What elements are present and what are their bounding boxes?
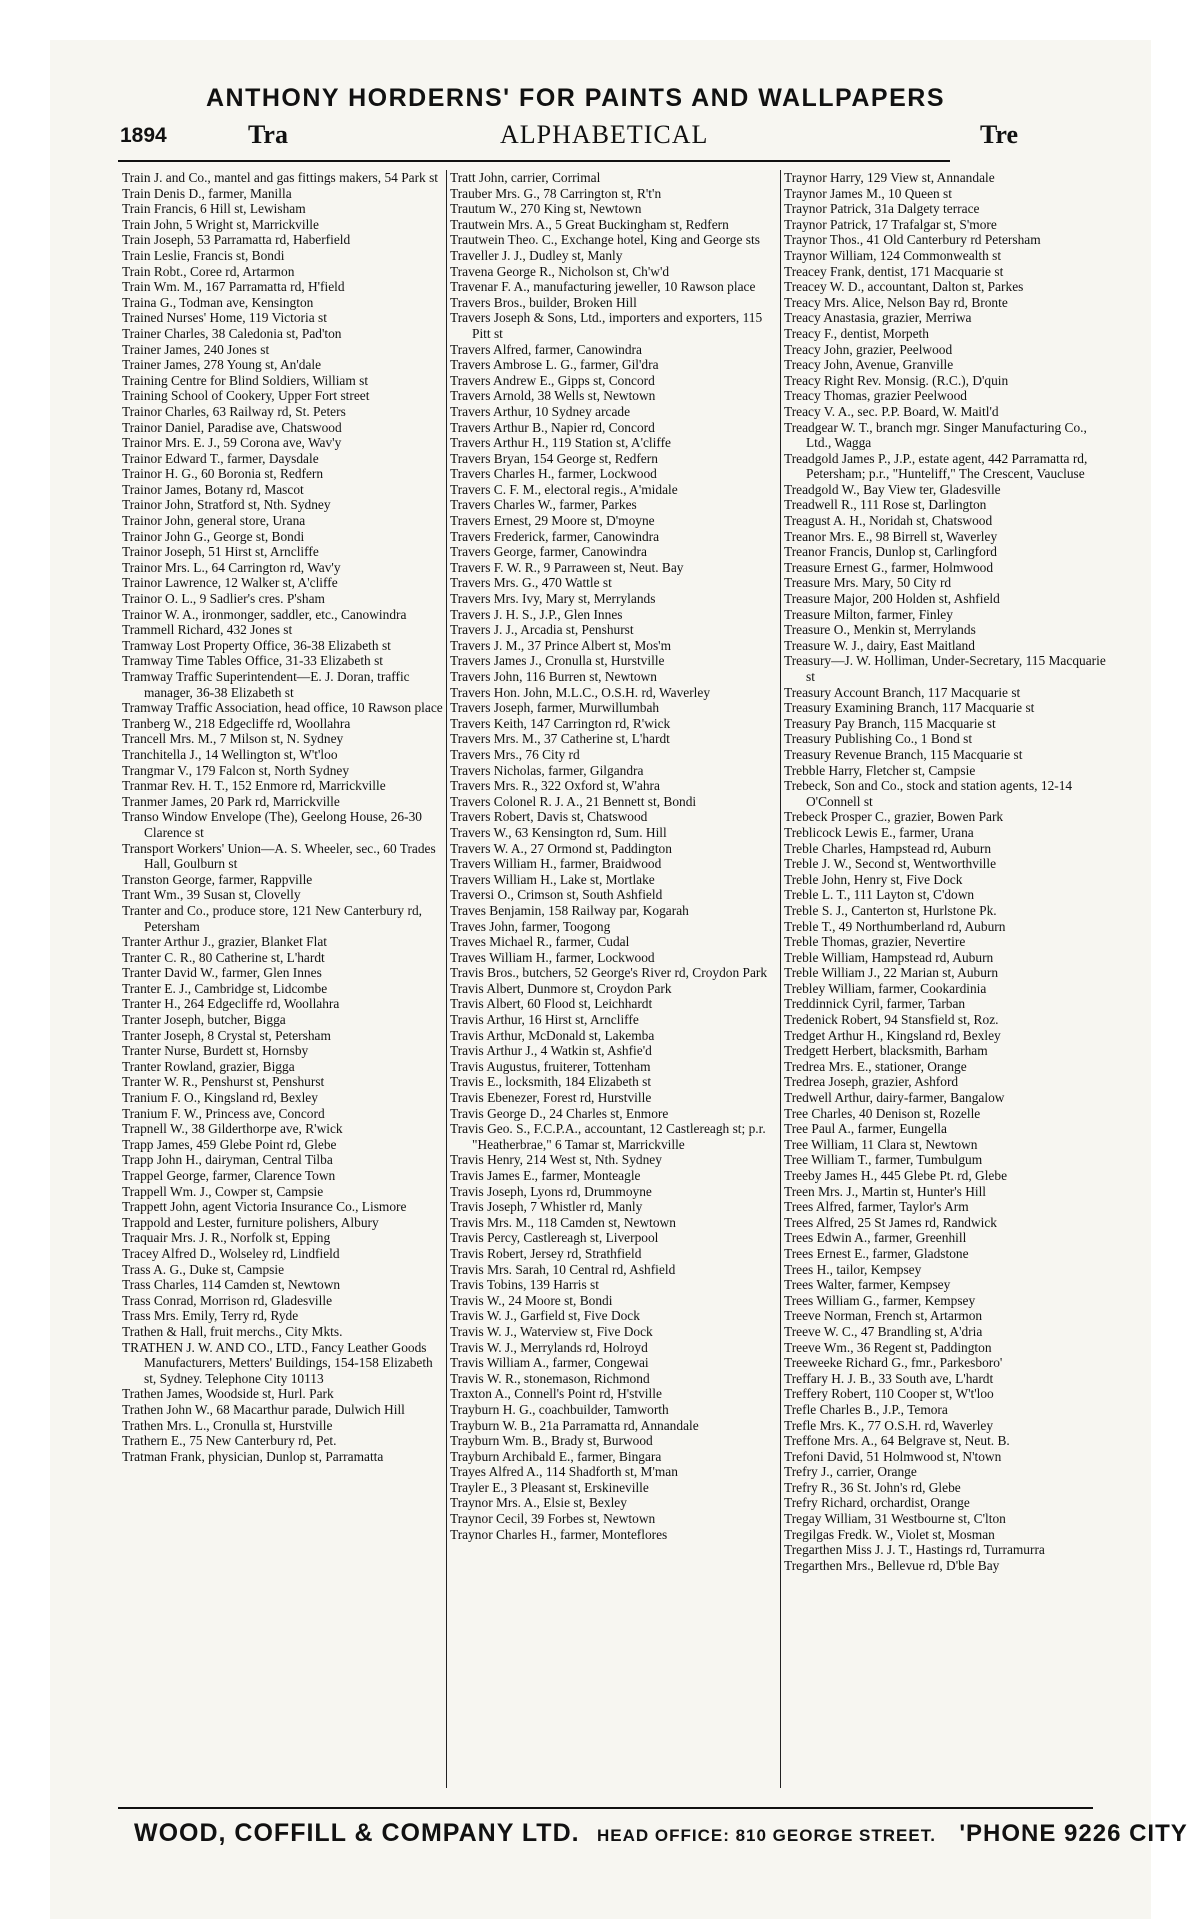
- directory-entry: Traynor Thos., 41 Old Canterbury rd Petersham: [784, 232, 1041, 248]
- directory-entry: Travers Keith, 147 Carrington rd, R'wick: [450, 715, 671, 731]
- directory-entry: Travers John, 116 Burren st, Newtown: [450, 669, 657, 684]
- directory-entry: Travis Albert, Dunmore st, Croydon Park: [450, 980, 672, 996]
- header-year: 1894: [120, 124, 167, 147]
- directory-entry: Travers Nicholas, farmer, Gilgandra: [450, 762, 644, 778]
- directory-entry: Treacy Right Rev. Monsig. (R.C.), D'quin: [784, 372, 1009, 388]
- directory-entry: Treen Mrs. J., Martin st, Hunter's Hill: [784, 1183, 987, 1199]
- directory-entry: Travers Robert, Davis st, Chatswood: [450, 809, 648, 825]
- directory-entry: Travers Frederick, farmer, Canowindra: [450, 528, 660, 544]
- directory-entry: Tree Paul A., farmer, Eungella: [784, 1121, 947, 1137]
- directory-entry: Tranium F. O., Kingsland rd, Bexley: [122, 1090, 318, 1106]
- directory-entry: Trathen & Hall, fruit merchs., City Mkts.: [122, 1323, 343, 1339]
- directory-entry: Travers Hon. John, M.L.C., O.S.H. rd, Waverley: [450, 684, 711, 700]
- directory-entry: Trained Nurses' Home, 119 Victoria st: [122, 310, 327, 326]
- directory-entry: Travers W., 63 Kensington rd, Sum. Hill: [450, 824, 667, 840]
- directory-entry: Trayburn H. G., coachbuilder, Tamworth: [450, 1401, 669, 1417]
- directory-column-3: [784, 170, 1114, 1790]
- directory-entry: Travis James E., farmer, Monteagle: [450, 1168, 641, 1183]
- directory-entry: Tranter Joseph, butcher, Bigga: [122, 1012, 286, 1028]
- directory-entry: Trangmar V., 179 Falcon st, North Sydney: [122, 762, 350, 778]
- directory-entry: Travis W., 24 Moore st, Bondi: [450, 1292, 613, 1308]
- directory-entry: Trebeck, Son and Co., stock and station agents, 12-14 O'Connell st: [784, 778, 1073, 809]
- directory-entry: Travers Colonel R. J. A., 21 Bennett st, Bondi: [450, 793, 697, 809]
- directory-entry: Tranter C. R., 80 Catherine st, L'hardt: [122, 949, 325, 965]
- directory-entry: Travis Arthur, 16 Hirst st, Arncliffe: [450, 1012, 639, 1028]
- directory-entry: Treacy John, grazier, Peelwood: [784, 341, 953, 357]
- directory-entry: Trainer James, 278 Young st, An'dale: [122, 357, 322, 373]
- directory-entry: Traynor Charles H., farmer, Monteflores: [450, 1526, 668, 1542]
- directory-entry: Treasure Mrs. Mary, 50 City rd: [784, 575, 952, 591]
- directory-entry: Train Francis, 6 Hill st, Lewisham: [122, 201, 306, 217]
- directory-entry: Trappell Wm. J., Cowper st, Campsie: [122, 1183, 324, 1199]
- directory-entry: Trebeck Prosper C., grazier, Bowen Park: [784, 809, 1004, 825]
- directory-entry: Trefle Mrs. K., 77 O.S.H. rd, Waverley: [784, 1417, 994, 1433]
- directory-entry: Tranmar Rev. H. T., 152 Enmore rd, Marrickville: [122, 778, 386, 794]
- directory-entry: Trainor John, general store, Urana: [122, 513, 306, 529]
- directory-entry: Travis Arthur J., 4 Watkin st, Ashfie'd: [450, 1043, 652, 1059]
- directory-entry: Treble William J., 22 Marian st, Auburn: [784, 965, 999, 981]
- directory-entry: Treeve Wm., 36 Regent st, Paddington: [784, 1339, 992, 1355]
- directory-entry: Travis George D., 24 Charles st, Enmore: [450, 1105, 669, 1121]
- directory-entry: Traynor Harry, 129 View st, Annandale: [784, 170, 995, 185]
- directory-entry: Tranter E. J., Cambridge st, Lidcombe: [122, 980, 328, 996]
- directory-entry: Tramway Lost Property Office, 36-38 Elizabeth st: [122, 637, 391, 653]
- directory-entry: Trass Charles, 114 Camden st, Newtown: [122, 1277, 341, 1293]
- directory-entry: Travers Arthur B., Napier rd, Concord: [450, 419, 655, 435]
- directory-entry: Trebble Harry, Fletcher st, Campsie: [784, 762, 976, 778]
- directory-column-2: [450, 170, 778, 1790]
- directory-entry: Traynor Patrick, 17 Trafalgar st, S'more: [784, 216, 997, 232]
- directory-entry: Trainor Charles, 63 Railway rd, St. Peters: [122, 403, 346, 419]
- directory-entry: Travis Joseph, Lyons rd, Drummoyne: [450, 1183, 652, 1199]
- directory-entry: Trauber Mrs. G., 78 Carrington st, R't'n: [450, 185, 662, 201]
- directory-entry: Trainor Mrs. L., 64 Carrington rd, Wav'y: [122, 559, 341, 575]
- footer-company: WOOD, COFFILL & COMPANY LTD.: [134, 1819, 580, 1847]
- directory-entry: Trainor Edward T., farmer, Daysdale: [122, 450, 319, 466]
- directory-entry: Travis E., locksmith, 184 Elizabeth st: [450, 1074, 652, 1090]
- directory-entry: Treasure Milton, farmer, Finley: [784, 606, 953, 622]
- directory-entry: Tratt John, carrier, Corrimal: [450, 170, 601, 185]
- directory-entry: Travers Bryan, 154 George st, Redfern: [450, 450, 658, 466]
- directory-entry: Travers C. F. M., electoral regis., A'midale: [450, 481, 678, 497]
- directory-entry: Travis Ebenezer, Forest rd, Hurstville: [450, 1090, 652, 1106]
- directory-entry: Traquair Mrs. J. R., Norfolk st, Epping: [122, 1230, 331, 1246]
- directory-entry: Trees H., tailor, Kempsey: [784, 1261, 922, 1277]
- directory-entry: Trees Alfred, farmer, Taylor's Arm: [784, 1199, 969, 1215]
- header-guide-word-right: Tre: [979, 120, 1018, 149]
- directory-entry: Tredget Arthur H., Kingsland rd, Bexley: [784, 1027, 1001, 1043]
- directory-entry: Traynor James M., 10 Queen st: [784, 185, 952, 201]
- directory-entry: Trayler E., 3 Pleasant st, Erskineville: [450, 1479, 649, 1495]
- directory-entry: Trayburn W. B., 21a Parramatta rd, Annandale: [450, 1417, 699, 1433]
- directory-entry: Trebley William, farmer, Cookardinia: [784, 980, 987, 996]
- directory-entry: Travena George R., Nicholson st, Ch'w'd: [450, 263, 670, 279]
- directory-entry: Treeby James H., 445 Glebe Pt. rd, Glebe: [784, 1168, 1008, 1183]
- directory-entry: Tramway Traffic Association, head office, 10 Rawson place: [122, 700, 443, 716]
- directory-entry: Travers J. M., 37 Prince Albert st, Mos'm: [450, 637, 672, 653]
- directory-column-1: [122, 170, 444, 1790]
- directory-entry: Travenar F. A., manufacturing jeweller, 10 Rawson place: [450, 279, 756, 295]
- directory-entry: Tranter Nurse, Burdett st, Hornsby: [122, 1043, 309, 1059]
- directory-entry: Treacy Mrs. Alice, Nelson Bay rd, Bronte: [784, 294, 1008, 310]
- directory-entry: Travis W. R., stonemason, Richmond: [450, 1370, 650, 1386]
- directory-entry: Travis W. J., Waterview st, Five Dock: [450, 1323, 653, 1339]
- directory-entry: Tredrea Joseph, grazier, Ashford: [784, 1074, 959, 1090]
- directory-entry: Tracey Alfred D., Wolseley rd, Lindfield: [122, 1245, 340, 1261]
- directory-entry: Trass Mrs. Emily, Terry rd, Ryde: [122, 1308, 299, 1324]
- directory-entry: Travis Albert, 60 Flood st, Leichhardt: [450, 996, 653, 1012]
- directory-entry: Treacy V. A., sec. P.P. Board, W. Maitl'd: [784, 403, 999, 419]
- directory-entry: Trappold and Lester, furniture polishers, Albury: [122, 1214, 379, 1230]
- directory-entry: Travers William H., farmer, Braidwood: [450, 856, 662, 872]
- directory-entry: Treacy John, Avenue, Granville: [784, 357, 954, 373]
- directory-entry: Trathen John W., 68 Macarthur parade, Dulwich Hill: [122, 1401, 405, 1417]
- directory-entry: Treble Charles, Hampstead rd, Auburn: [784, 840, 992, 856]
- directory-entry: Treacy Thomas, grazier Peelwood: [784, 388, 967, 404]
- directory-entry: Tredwell Arthur, dairy-farmer, Bangalow: [784, 1090, 1005, 1106]
- directory-entry: Trainer Charles, 38 Caledonia st, Pad'ton: [122, 325, 342, 341]
- directory-entry: Tranter H., 264 Edgecliffe rd, Woollahra: [122, 996, 340, 1012]
- directory-entry: Trees William G., farmer, Kempsey: [784, 1292, 976, 1308]
- directory-entry: Treanor Francis, Dunlop st, Carlingford: [784, 544, 997, 560]
- directory-entry: Treacy Anastasia, grazier, Merriwa: [784, 310, 972, 326]
- directory-entry: Trefry J., carrier, Orange: [784, 1464, 917, 1480]
- directory-entry: Treasury Pay Branch, 115 Macquarie st: [784, 715, 996, 731]
- directory-entry: Tranter and Co., produce store, 121 New Canterbury rd, Petersham: [122, 902, 422, 934]
- directory-entry: Travers George, farmer, Canowindra: [450, 544, 647, 560]
- directory-entry: Tranter Arthur J., grazier, Blanket Flat: [122, 934, 327, 950]
- advertisement-banner-top: ANTHONY HORDERNS' FOR PAINTS AND WALLPAPERS: [206, 84, 945, 112]
- directory-entry: TRATHEN J. W. AND CO., LTD., Fancy Leather Goods Manufacturers, Metters' Buildings, 154-158 Elizabeth st, Sydney. Telephone City 10113: [122, 1339, 433, 1386]
- directory-entry: Treadgold James P., J.P., estate agent, 442 Parramatta rd, Petersham; p.r., "Hunteliff," The Crescent, Vaucluse: [784, 450, 1088, 482]
- directory-entry: Train J. and Co., mantel and gas fittings makers, 54 Park st: [122, 170, 439, 185]
- directory-entry: Travers Arthur H., 119 Station st, A'cliffe: [450, 435, 671, 451]
- directory-entry: Treasury Examining Branch, 117 Macquarie st: [784, 700, 1035, 716]
- directory-entry: Trapp James, 459 Glebe Point rd, Glebe: [122, 1136, 337, 1152]
- directory-entry: Tramway Traffic Superintendent—E. J. Doran, traffic manager, 36-38 Elizabeth st: [122, 669, 410, 700]
- directory-entry: Trathen James, Woodside st, Hurl. Park: [122, 1386, 334, 1402]
- directory-entry: Trainor O. L., 9 Sadlier's cres. P'sham: [122, 591, 325, 607]
- directory-entry: Trainor H. G., 60 Boronia st, Redfern: [122, 466, 324, 482]
- directory-entry: Travis Percy, Castlereagh st, Liverpool: [450, 1230, 659, 1246]
- directory-entry: Train Leslie, Francis st, Bondi: [122, 247, 285, 263]
- directory-entry: Trayburn Wm. B., Brady st, Burwood: [450, 1433, 653, 1449]
- directory-entry: Trefry R., 36 St. John's rd, Glebe: [784, 1479, 961, 1495]
- directory-entry: Travis Augustus, fruiterer, Tottenham: [450, 1058, 651, 1074]
- directory-entry: Tranter Joseph, 8 Crystal st, Petersham: [122, 1027, 331, 1043]
- directory-entry: Transport Workers' Union—A. S. Wheeler, sec., 60 Trades Hall, Goulburn st: [122, 840, 436, 872]
- directory-entry: Trappett John, agent Victoria Insurance Co., Lismore: [122, 1199, 407, 1215]
- directory-entry: Treble T., 49 Northumberland rd, Auburn: [784, 918, 1006, 934]
- directory-entry: Treeweeke Richard G., fmr., Parkesboro': [784, 1355, 1003, 1371]
- directory-entry: Tredrea Mrs. E., stationer, Orange: [784, 1058, 967, 1074]
- directory-entry: Travis Mrs. Sarah, 10 Central rd, Ashfield: [450, 1261, 676, 1277]
- directory-entry: Train Denis D., farmer, Manilla: [122, 185, 292, 201]
- directory-entry: Tregarthen Miss J. J. T., Hastings rd, Turramurra: [784, 1542, 1045, 1558]
- directory-entry: Trees Walter, farmer, Kempsey: [784, 1277, 951, 1293]
- directory-entry: Trainor Mrs. E. J., 59 Corona ave, Wav'y: [122, 435, 342, 451]
- directory-entry: Traves William H., farmer, Lockwood: [450, 949, 655, 965]
- directory-entry: Treagust A. H., Noridah st, Chatswood: [784, 513, 993, 529]
- directory-entry: Trainor Joseph, 51 Hirst st, Arncliffe: [122, 544, 319, 560]
- directory-entry: Travers W. A., 27 Ormond st, Paddington: [450, 840, 672, 856]
- directory-entry: Treasure Major, 200 Holden st, Ashfield: [784, 591, 1000, 607]
- directory-entry: Train Wm. M., 167 Parramatta rd, H'field: [122, 279, 345, 295]
- directory-entry: Travers Charles H., farmer, Lockwood: [450, 466, 657, 482]
- directory-entry: Travis Arthur, McDonald st, Lakemba: [450, 1027, 655, 1043]
- directory-entry: Traina G., Todman ave, Kensington: [122, 294, 314, 310]
- directory-entry: Traynor William, 124 Commonwealth st: [784, 247, 1002, 263]
- directory-entry: Trefry Richard, orchardist, Orange: [784, 1495, 970, 1511]
- directory-entry: Travers Charles W., farmer, Parkes: [450, 497, 637, 513]
- directory-entry: Trainer James, 240 Jones st: [122, 341, 270, 357]
- directory-entry: Treble Thomas, grazier, Nevertire: [784, 934, 966, 950]
- directory-entry: Treble S. J., Canterton st, Hurlstone Pk.: [784, 902, 997, 918]
- directory-entry: Trathern E., 75 New Canterbury rd, Pet.: [122, 1433, 337, 1449]
- directory-entry: Travers Mrs. M., 37 Catherine st, L'hardt: [450, 731, 670, 747]
- directory-entry: Tregarthen Mrs., Bellevue rd, D'ble Bay: [784, 1557, 1000, 1573]
- directory-entry: Traves John, farmer, Toogong: [450, 918, 611, 934]
- directory-entry: Tranter W. R., Penshurst st, Penshurst: [122, 1074, 325, 1090]
- directory-entry: Trainor James, Botany rd, Mascot: [122, 481, 304, 497]
- directory-entry: Travers Joseph & Sons, Ltd., importers and exporters, 115 Pitt st: [450, 310, 763, 341]
- footer-office: HEAD OFFICE: 810 GEORGE STREET.: [596, 1826, 936, 1845]
- directory-entry: Tree William T., farmer, Tumbulgum: [784, 1152, 983, 1168]
- directory-entry: Trefle Charles B., J.P., Temora: [784, 1401, 948, 1417]
- directory-entry: Travis Robert, Jersey rd, Strathfield: [450, 1245, 642, 1261]
- directory-entry: Treble William, Hampstead rd, Auburn: [784, 949, 994, 965]
- directory-entry: Trautum W., 270 King st, Newtown: [450, 201, 642, 217]
- header-guide-word-left: Tra: [248, 120, 288, 149]
- directory-entry: Transo Window Envelope (The), Geelong House, 26-30 Clarence st: [122, 809, 422, 840]
- directory-entry: Travers Arthur, 10 Sydney arcade: [450, 403, 631, 419]
- directory-entry: Treeve W. C., 47 Brandling st, A'dria: [784, 1323, 983, 1339]
- directory-entry: Travis Joseph, 7 Whistler rd, Manly: [450, 1199, 643, 1215]
- directory-entry: Training Centre for Blind Soldiers, William st: [122, 372, 369, 388]
- directory-entry: Treffery Robert, 110 Cooper st, W't'loo: [784, 1386, 994, 1402]
- directory-entry: Trappel George, farmer, Clarence Town: [122, 1168, 336, 1183]
- directory-entry: Treadgold W., Bay View ter, Gladesville: [784, 481, 1001, 497]
- directory-entry: Trayburn Archibald E., farmer, Bingara: [450, 1448, 662, 1464]
- directory-entry: Travis W. J., Garfield st, Five Dock: [450, 1308, 640, 1324]
- directory-entry: Travers Andrew E., Gipps st, Concord: [450, 372, 655, 388]
- directory-entry: Treasury Publishing Co., 1 Bond st: [784, 731, 973, 747]
- directory-entry: Trainor Daniel, Paradise ave, Chatswood: [122, 419, 342, 435]
- directory-entry: Travers Ambrose L. G., farmer, Gil'dra: [450, 357, 659, 373]
- directory-entry: Trainor John G., George st, Bondi: [122, 528, 305, 544]
- header-divider: [118, 160, 950, 162]
- directory-entry: Tranchitella J., 14 Wellington st, W't'loo: [122, 746, 338, 762]
- directory-entry: Trathen Mrs. L., Cronulla st, Hurstville: [122, 1417, 333, 1433]
- directory-entry: Treddinnick Cyril, farmer, Tarban: [784, 996, 966, 1012]
- directory-entry: Trant Wm., 39 Susan st, Clovelly: [122, 887, 301, 903]
- footer-phone: 'PHONE 9226 CITY: [959, 1820, 1188, 1847]
- directory-entry: Treblicock Lewis E., farmer, Urana: [784, 824, 974, 840]
- directory-entry: Treacy F., dentist, Morpeth: [784, 325, 929, 341]
- directory-entry: Travis Mrs. M., 118 Camden st, Newtown: [450, 1214, 676, 1230]
- directory-entry: Travers Ernest, 29 Moore st, D'moyne: [450, 513, 655, 529]
- directory-entry: Travers F. W. R., 9 Parraween st, Neut. Bay: [450, 559, 684, 575]
- directory-entry: Treasury—J. W. Holliman, Under-Secretary, 115 Macquarie st: [784, 653, 1106, 684]
- directory-entry: Treble John, Henry st, Five Dock: [784, 871, 963, 887]
- directory-entry: Tree William, 11 Clara st, Newtown: [784, 1136, 978, 1152]
- directory-entry: Trainor Lawrence, 12 Walker st, A'cliffe: [122, 575, 338, 591]
- directory-entry: Tranberg W., 218 Edgecliffe rd, Woollahra: [122, 715, 351, 731]
- directory-entry: Train Joseph, 53 Parramatta rd, Haberfield: [122, 232, 351, 248]
- directory-entry: Treasure Ernest G., farmer, Holmwood: [784, 559, 994, 575]
- directory-entry: Tranter Rowland, grazier, Bigga: [122, 1058, 295, 1074]
- directory-entry: Treasury Revenue Branch, 115 Macquarie st: [784, 746, 1023, 762]
- directory-entry: Tregilgas Fredk. W., Violet st, Mosman: [784, 1526, 995, 1542]
- directory-entry: Treacey W. D., accountant, Dalton st, Parkes: [784, 279, 1024, 295]
- directory-entry: Training School of Cookery, Upper Fort street: [122, 388, 370, 404]
- directory-entry: Travers Mrs., 76 City rd: [450, 746, 580, 762]
- directory-entry: Trautwein Theo. C., Exchange hotel, King and George sts: [450, 232, 760, 248]
- directory-entry: Tredenick Robert, 94 Stansfield st, Roz.: [784, 1012, 999, 1028]
- directory-entry: Traynor Mrs. A., Elsie st, Bexley: [450, 1495, 627, 1511]
- directory-entry: Trass Conrad, Morrison rd, Gladesville: [122, 1292, 333, 1308]
- directory-entry: Treble J. W., Second st, Wentworthville: [784, 856, 997, 872]
- directory-entry: Treeve Norman, French st, Artarmon: [784, 1308, 983, 1324]
- directory-entry: Tredgett Herbert, blacksmith, Barham: [784, 1043, 988, 1059]
- directory-entry: Trayes Alfred A., 114 Shadforth st, M'man: [450, 1464, 678, 1480]
- directory-entry: Travers William H., Lake st, Mortlake: [450, 871, 655, 887]
- directory-entry: Treasure O., Menkin st, Merrylands: [784, 622, 976, 638]
- directory-entry: Treacey Frank, dentist, 171 Macquarie st: [784, 263, 1004, 279]
- directory-entry: Traveller J. J., Dudley st, Manly: [450, 247, 623, 263]
- directory-entry: Treadgear W. T., branch mgr. Singer Manufacturing Co., Ltd., Wagga: [784, 419, 1087, 451]
- directory-entry: Traves Michael R., farmer, Cudal: [450, 934, 630, 950]
- directory-entry: Treffary H. J. B., 33 South ave, L'hardt: [784, 1370, 994, 1386]
- directory-entry: Trainor W. A., ironmonger, saddler, etc., Canowindra: [122, 606, 407, 622]
- directory-entry: Travis W. J., Merrylands rd, Holroyd: [450, 1339, 648, 1355]
- directory-entry: Travis Geo. S., F.C.P.A., accountant, 12 Castlereagh st; p.r. "Heatherbrae," 6 Tamar st, Marrickville: [450, 1121, 766, 1152]
- header-section-title: ALPHABETICAL: [500, 120, 709, 149]
- directory-entry: Traxton A., Connell's Point rd, H'stville: [450, 1386, 662, 1402]
- column-divider: [780, 170, 781, 1788]
- directory-entry: Treffone Mrs. A., 64 Belgrave st, Neut. B.: [784, 1433, 1010, 1449]
- directory-entry: Travers James J., Cronulla st, Hurstville: [450, 653, 665, 669]
- directory-entry: Trapnell W., 38 Gilderthorpe ave, R'wick: [122, 1121, 343, 1137]
- directory-entry: Treanor Mrs. E., 98 Birrell st, Waverley: [784, 528, 998, 544]
- directory-entry: Traynor Patrick, 31a Dalgety terrace: [784, 201, 980, 217]
- directory-entry: Travers Mrs. R., 322 Oxford st, W'ahra: [450, 778, 660, 794]
- directory-entry: Trainor John, Stratford st, Nth. Sydney: [122, 497, 331, 513]
- directory-entry: Traversi O., Crimson st, South Ashfield: [450, 887, 663, 903]
- directory-entry: Tregay William, 31 Westbourne st, C'lton: [784, 1511, 1006, 1527]
- directory-entry: Travis Bros., butchers, 52 George's River rd, Croydon Park: [450, 965, 768, 981]
- directory-entry: Travers J. J., Arcadia st, Penshurst: [450, 622, 634, 638]
- advertisement-banner-bottom: [134, 1819, 1188, 1848]
- directory-entry: Trees Alfred, 25 St James rd, Randwick: [784, 1214, 997, 1230]
- directory-entry: Travers J. H. S., J.P., Glen Innes: [450, 606, 623, 622]
- directory-entry: Trass A. G., Duke st, Campsie: [122, 1261, 285, 1277]
- directory-entry: Travis Tobins, 139 Harris st: [450, 1277, 599, 1293]
- directory-entry: Tranium F. W., Princess ave, Concord: [122, 1105, 325, 1121]
- directory-entry: Traynor Cecil, 39 Forbes st, Newtown: [450, 1511, 656, 1527]
- directory-entry: Train Robt., Coree rd, Artarmon: [122, 263, 295, 279]
- directory-entry: Travis William A., farmer, Congewai: [450, 1355, 649, 1371]
- directory-entry: Travers Mrs. Ivy, Mary st, Merrylands: [450, 591, 656, 607]
- directory-entry: Trautwein Mrs. A., 5 Great Buckingham st, Redfern: [450, 216, 729, 232]
- directory-entry: Tratman Frank, physician, Dunlop st, Parramatta: [122, 1448, 384, 1464]
- directory-entry: Tranmer James, 20 Park rd, Marrickville: [122, 793, 340, 809]
- directory-entry: Treasure W. J., dairy, East Maitland: [784, 637, 975, 653]
- directory-entry: Trapp John H., dairyman, Central Tilba: [122, 1152, 333, 1168]
- directory-entry: Travers Arnold, 38 Wells st, Newtown: [450, 388, 656, 404]
- directory-entry: Trammell Richard, 432 Jones st: [122, 622, 293, 638]
- footer-divider: [118, 1807, 1093, 1809]
- directory-entry: Travers Bros., builder, Broken Hill: [450, 294, 637, 310]
- directory-entry: Trancell Mrs. M., 7 Milson st, N. Sydney: [122, 731, 344, 747]
- directory-entry: Travis Henry, 214 West st, Nth. Sydney: [450, 1152, 662, 1168]
- directory-entry: Tramway Time Tables Office, 31-33 Elizabeth st: [122, 653, 384, 669]
- directory-entry: Traves Benjamin, 158 Railway par, Kogarah: [450, 902, 689, 918]
- page-header: [120, 120, 1018, 154]
- directory-entry: Treasury Account Branch, 117 Macquarie st: [784, 684, 1021, 700]
- directory-entry: Treble L. T., 111 Layton st, C'down: [784, 887, 975, 903]
- directory-entry: Transton George, farmer, Rappville: [122, 871, 313, 887]
- directory-entry: Train John, 5 Wright st, Marrickville: [122, 216, 319, 232]
- directory-entry: Trefoni David, 51 Holmwood st, N'town: [784, 1448, 1002, 1464]
- directory-entry: Travers Alfred, farmer, Canowindra: [450, 341, 642, 357]
- column-divider: [446, 170, 447, 1788]
- directory-entry: Travers Joseph, farmer, Murwillumbah: [450, 700, 660, 716]
- directory-entry: Treadwell R., 111 Rose st, Darlington: [784, 497, 987, 513]
- directory-entry: Travers Mrs. G., 470 Wattle st: [450, 575, 612, 591]
- directory-entry: Trees Edwin A., farmer, Greenhill: [784, 1230, 967, 1246]
- directory-entry: Trees Ernest E., farmer, Gladstone: [784, 1245, 969, 1261]
- directory-entry: Tranter David W., farmer, Glen Innes: [122, 965, 322, 981]
- directory-entry: Tree Charles, 40 Denison st, Rozelle: [784, 1105, 981, 1121]
